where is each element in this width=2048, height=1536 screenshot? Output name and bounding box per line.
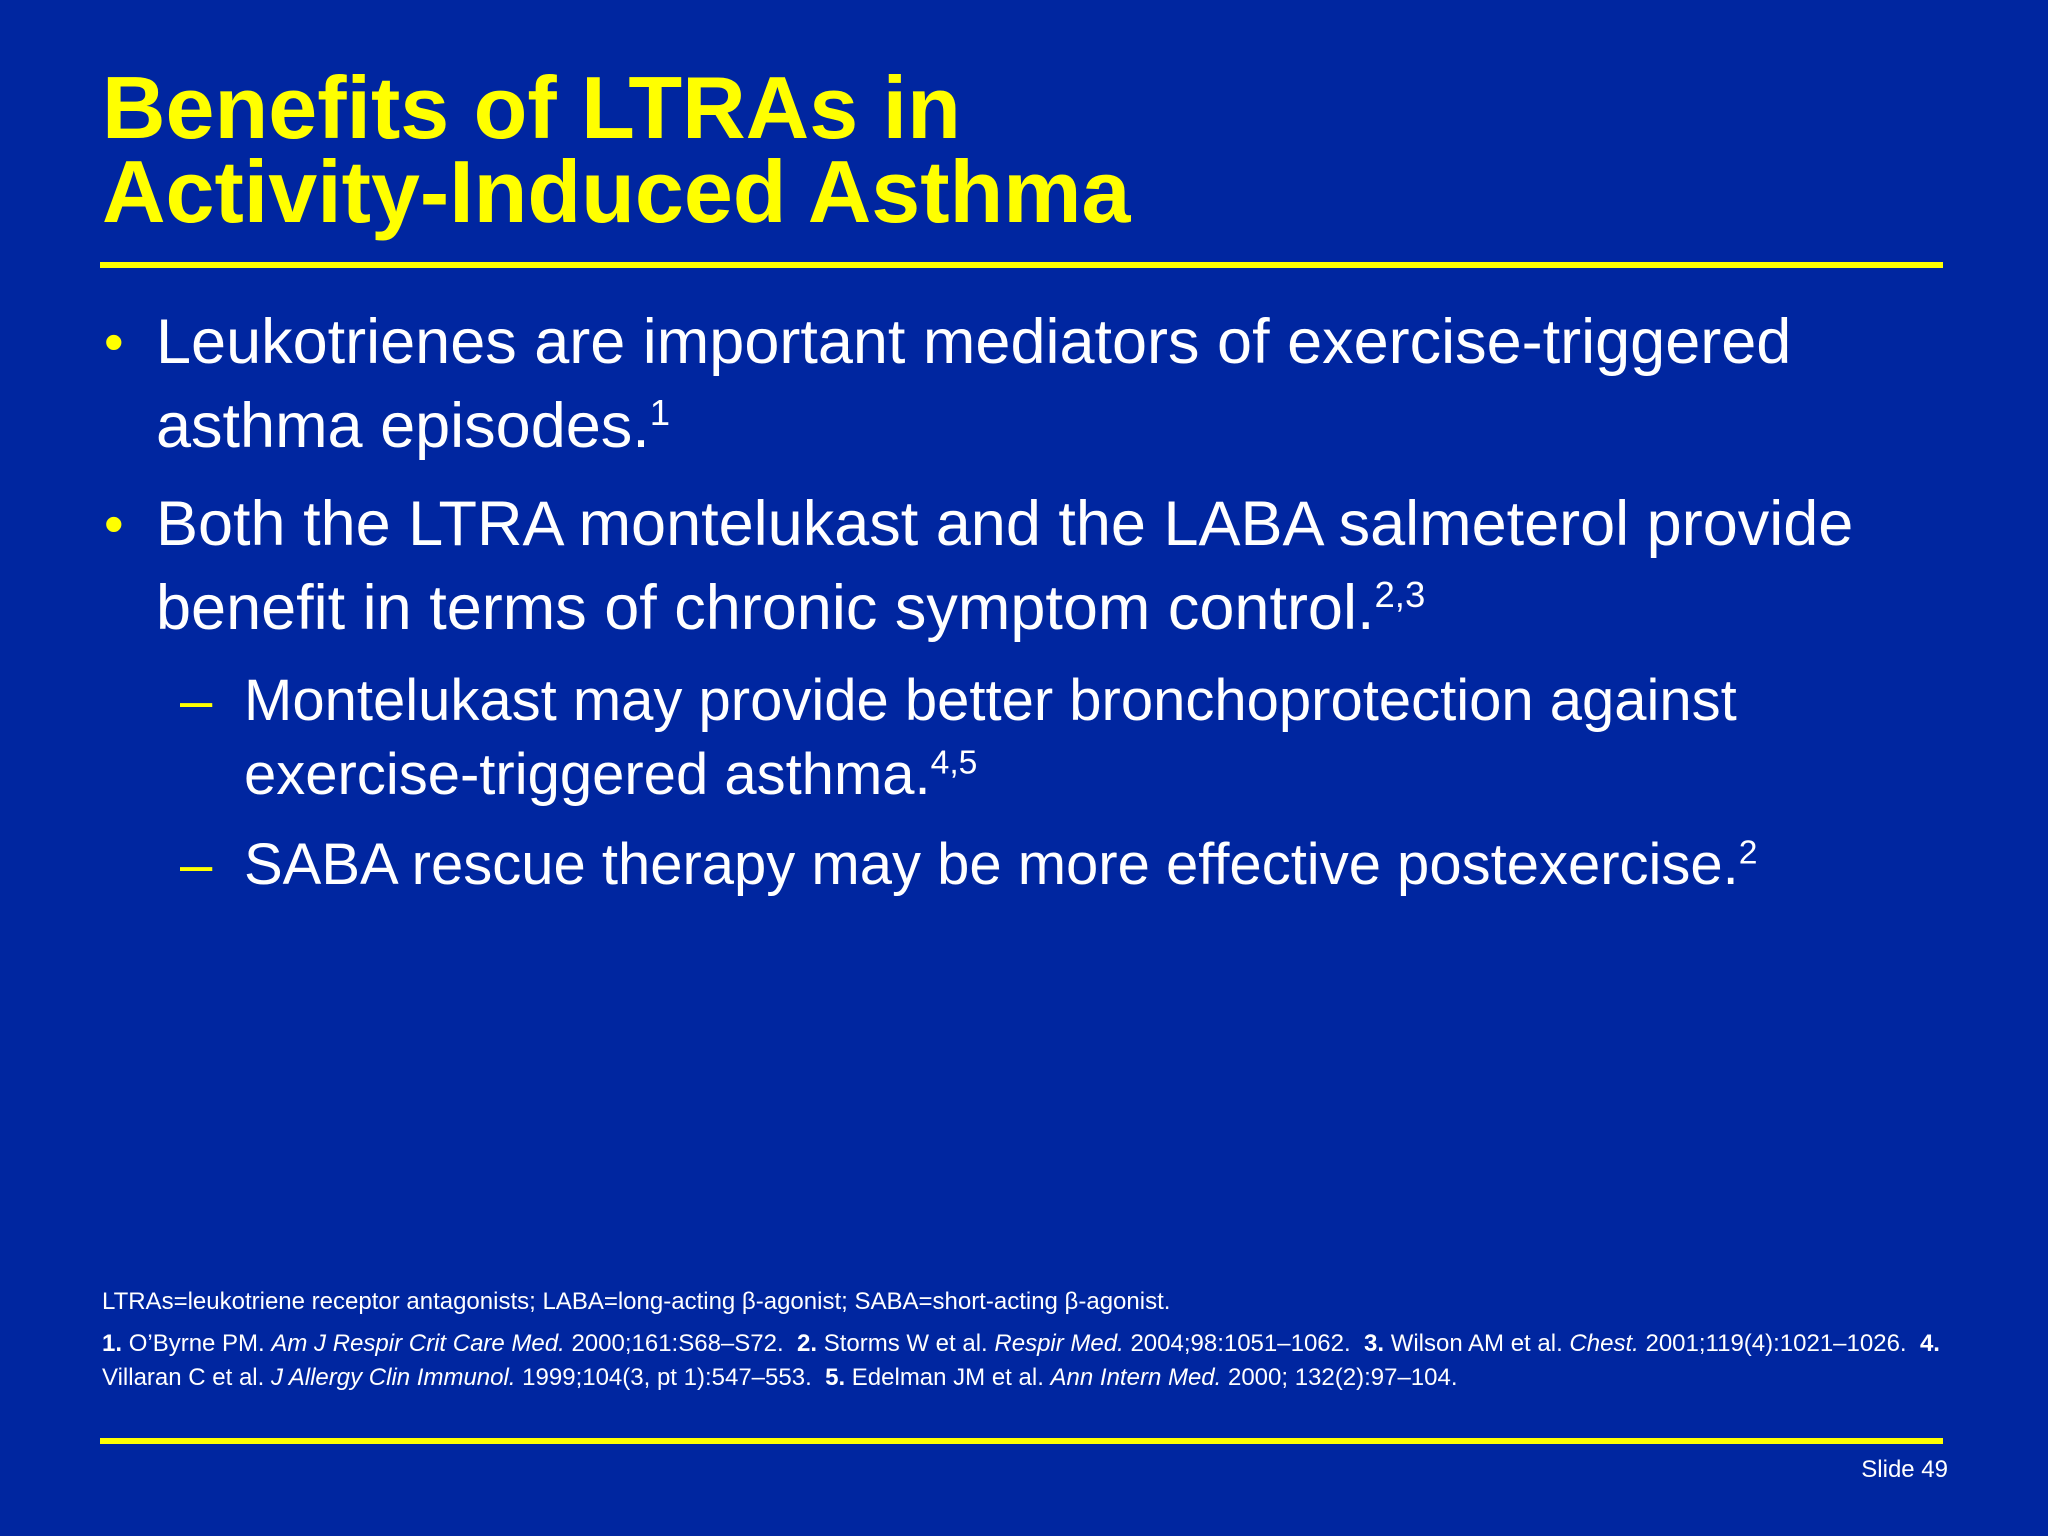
reference-journal: Respir Med. <box>994 1330 1124 1357</box>
sub-bullet-text: SABA rescue therapy may be more effective postexercise. <box>244 832 1739 897</box>
bullet-item <box>102 300 1962 468</box>
citation-superscript: 2 <box>1738 834 1758 872</box>
title-line-2: Activity-Induced Asthma <box>102 142 1131 241</box>
title-divider <box>100 262 1943 268</box>
reference-number: 1. <box>102 1330 123 1357</box>
reference-details: 2001;119(4):1021–1026. <box>1645 1330 1907 1357</box>
reference-journal: J Allergy Clin Immunol. <box>270 1364 516 1391</box>
bullet-text: Leukotrienes are important mediators of exercise-triggered asthma episodes. <box>156 307 1792 461</box>
reference-journal: Chest. <box>1569 1330 1639 1357</box>
citation-superscript: 2,3 <box>1374 574 1426 615</box>
reference-journal: Am J Respir Crit Care Med. <box>271 1330 565 1357</box>
dash-marker: – <box>180 832 213 897</box>
reference-authors: Edelman JM et al. <box>851 1364 1044 1391</box>
slide-title <box>102 58 1902 241</box>
abbreviations-note: LTRAs=leukotriene receptor antagonists; LABA=long-acting β-agonist; SABA=short-acting β-agonist. <box>102 1288 1171 1315</box>
dash-marker: – <box>180 668 213 733</box>
citation-superscript: 1 <box>649 392 671 433</box>
reference-authors: Villaran C et al. <box>102 1364 265 1391</box>
footnotes <box>102 1285 1942 1395</box>
reference-authors: O’Byrne PM. <box>128 1330 265 1357</box>
reference-authors: Wilson AM et al. <box>1390 1330 1563 1357</box>
slide-body <box>102 300 1962 918</box>
bullet-marker: • <box>104 310 124 373</box>
bullet-marker: • <box>104 492 124 555</box>
bullet-item <box>102 482 1962 650</box>
reference-journal: Ann Intern Med. <box>1050 1364 1222 1391</box>
reference-details: 1999;104(3, pt 1):547–553. <box>522 1364 812 1391</box>
title-line-1: Benefits of LTRAs in <box>102 58 961 157</box>
sub-bullet-text: Montelukast may provide better bronchoprotection against exercise-triggered asthma. <box>244 668 1737 807</box>
reference-number: 4. <box>1919 1330 1940 1357</box>
reference-details: 2004;98:1051–1062. <box>1130 1330 1351 1357</box>
reference-number: 5. <box>825 1364 846 1391</box>
citation-superscript: 4,5 <box>930 744 978 782</box>
references <box>102 1327 1942 1395</box>
bullet-text: Both the LTRA montelukast and the LABA salmeterol provide benefit in terms of chronic symptom control. <box>156 489 1854 643</box>
footer-divider <box>100 1438 1943 1444</box>
sub-bullet-item <box>102 828 1962 902</box>
sub-bullet-item <box>102 664 1962 812</box>
reference-details: 2000;161:S68–S72. <box>571 1330 784 1357</box>
reference-details: 2000; 132(2):97–104. <box>1227 1364 1458 1391</box>
reference-number: 3. <box>1364 1330 1385 1357</box>
reference-authors: Storms W et al. <box>823 1330 988 1357</box>
reference-number: 2. <box>797 1330 818 1357</box>
slide-number: Slide 49 <box>1861 1456 1948 1483</box>
